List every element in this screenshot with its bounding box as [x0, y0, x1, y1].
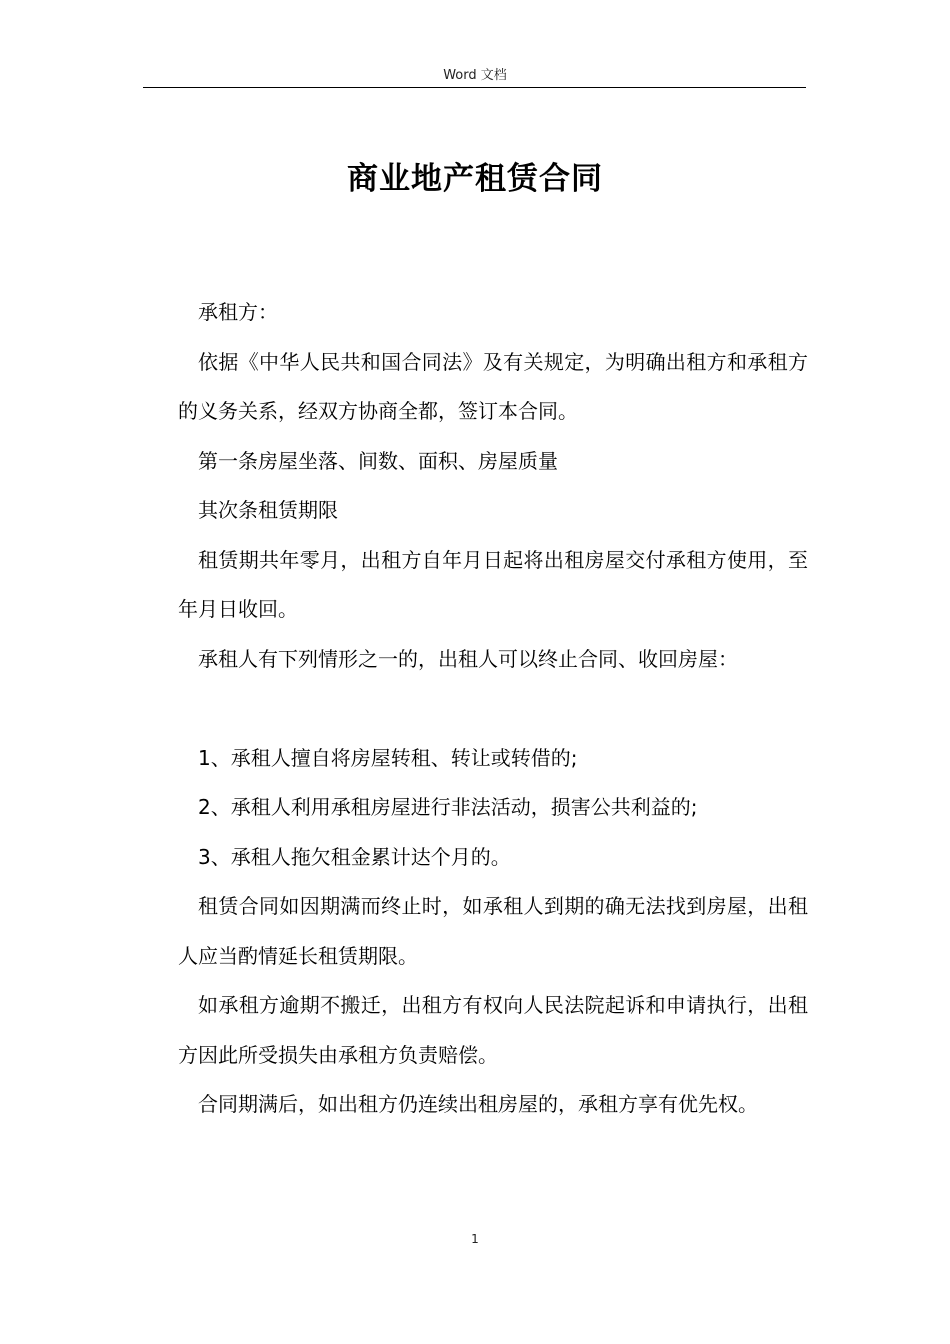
- paragraph-article-2: 其次条租赁期限: [198, 498, 338, 522]
- paragraph-priority: 合同期满后，如出租方仍连续出租房屋的，承租方享有优先权。: [198, 1092, 758, 1116]
- list-item-illegal-use: 2、承租人利用承租房屋进行非法活动，损害公共利益的;: [198, 795, 698, 819]
- list-item-arrears: 3、承租人拖欠租金累计达个月的。: [198, 844, 511, 869]
- paragraph-lessee: 承租方：: [198, 300, 278, 324]
- paragraph-lease-term: 租赁期共年零月，出租方自年月日起将出租房屋交付承租方使用，至年月日收回。: [178, 547, 808, 621]
- paragraph-overdue: 如承租方逾期不搬迁，出租方有权向人民法院起诉和申请执行，出租方因此所受损失由承租方负责赔偿。: [178, 993, 808, 1067]
- blank-line: [178, 684, 808, 734]
- document-body: [178, 288, 808, 1130]
- page-number: 1: [471, 1232, 479, 1246]
- paragraph-article-1: 第一条房屋坐落、间数、面积、房屋质量: [198, 448, 558, 473]
- page-header: Word 文档: [443, 68, 507, 83]
- paragraph-termination-conditions: 承租人有下列情形之一的，出租人可以终止合同、收回房屋：: [198, 646, 738, 671]
- header-divider: [143, 87, 806, 88]
- paragraph-extension: 租赁合同如因期满而终止时，如承租人到期的确无法找到房屋，出租人应当酌情延长租赁期限。: [178, 894, 808, 968]
- list-item-sublet: 1、承租人擅自将房屋转租、转让或转借的;: [198, 745, 578, 770]
- document-title: 商业地产租赁合同: [347, 161, 603, 197]
- paragraph-basis: 依据《中华人民共和国合同法》及有关规定，为明确出租方和承租方的义务关系，经双方协商全都，签订本合同。: [178, 349, 808, 423]
